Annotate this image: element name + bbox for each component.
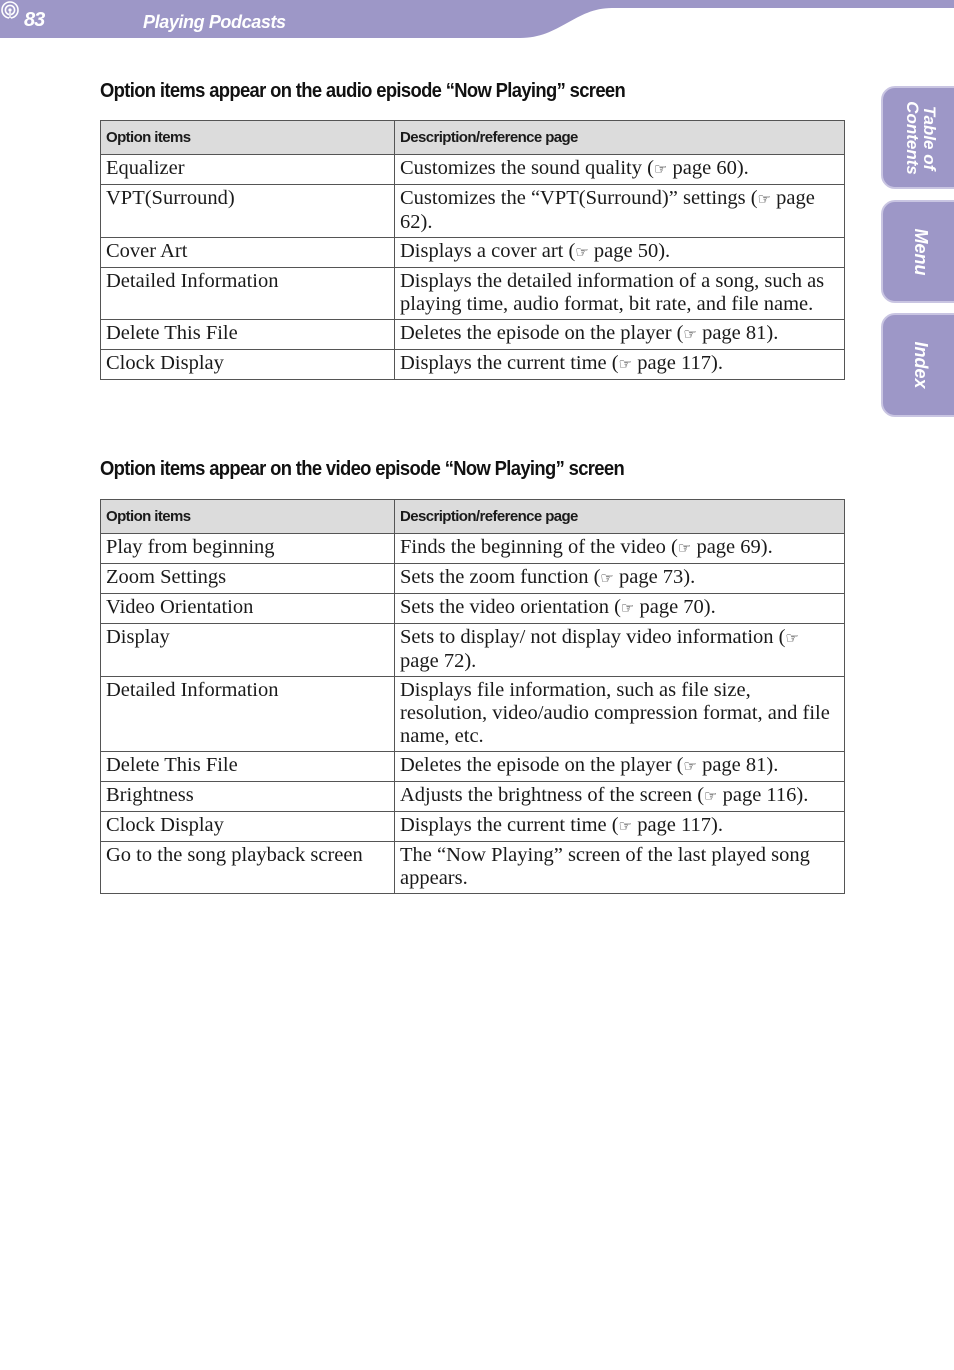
option-item-cell: Clock Display: [101, 350, 395, 380]
description-text: Displays the current time (: [400, 814, 619, 836]
page-reference-link[interactable]: page 81).: [696, 322, 779, 344]
option-item-cell: Delete This File: [101, 752, 395, 782]
pointing-hand-icon: ☞: [620, 599, 635, 617]
option-item-cell: Cover Art: [101, 238, 395, 268]
table-row: [101, 677, 845, 752]
description-cell: [395, 350, 845, 380]
column-header-option-items: Option items: [101, 500, 395, 534]
table-of-contents-tab-label: [904, 101, 938, 175]
table-row: [101, 624, 845, 677]
table-row: [101, 564, 845, 594]
option-item-cell: VPT(Surround): [101, 185, 395, 238]
table-row: [101, 350, 845, 380]
index-tab-label: Index: [911, 341, 931, 389]
option-item-cell: Delete This File: [101, 320, 395, 350]
description-text: Customizes the “VPT(Surround)” settings (: [400, 187, 758, 209]
description-cell: [395, 185, 845, 238]
table-of-contents-tab[interactable]: [881, 86, 954, 189]
audio-options-table: [100, 120, 845, 380]
description-text: Sets to display/ not display video information (: [400, 626, 786, 648]
page-reference-link[interactable]: page 69).: [691, 536, 773, 558]
option-item-cell: Display: [101, 624, 395, 677]
page-reference-link[interactable]: page 72).: [400, 650, 477, 672]
description-text: Adjusts the brightness of the screen (: [400, 784, 705, 806]
pointing-hand-icon: ☞: [757, 190, 772, 208]
description-cell: [395, 155, 845, 185]
page-number: 83: [24, 9, 45, 31]
table-header-row: [101, 500, 845, 534]
pointing-hand-icon: ☞: [600, 569, 614, 587]
table-row: [101, 534, 845, 564]
description-text: Deletes the episode on the player (: [400, 754, 684, 776]
option-item-cell: Equalizer: [101, 155, 395, 185]
pointing-hand-icon: ☞: [683, 325, 697, 343]
audio-options-heading: Option items appear on the audio episode “Now Playing” screen: [100, 80, 626, 102]
description-cell: [395, 782, 845, 812]
page-reference-link[interactable]: page 62).: [400, 187, 815, 233]
page-reference-link[interactable]: page 117).: [632, 814, 723, 836]
description-text: Displays the detailed information of a song, such as playing time, audio format, bit rate, and file name.: [400, 270, 825, 315]
pointing-hand-icon: ☞: [683, 757, 697, 775]
pointing-hand-icon: ☞: [704, 787, 718, 805]
video-options-table: [100, 499, 845, 894]
description-cell: [395, 594, 845, 624]
column-header-option-items: Option items: [101, 121, 395, 155]
pointing-hand-icon: ☞: [618, 817, 633, 835]
description-text: Displays the current time (: [400, 352, 619, 374]
column-header-description: Description/reference page: [395, 121, 845, 155]
menu-tab-label: Menu: [911, 228, 931, 275]
column-header-description: Description/reference page: [395, 500, 845, 534]
page-header: [0, 0, 954, 40]
table-header-row: [101, 121, 845, 155]
description-cell: [395, 812, 845, 842]
table-row: [101, 752, 845, 782]
page-reference-link[interactable]: page 73).: [613, 566, 696, 588]
page-reference-link[interactable]: page 60).: [667, 157, 749, 179]
description-cell: [395, 320, 845, 350]
menu-tab[interactable]: [881, 200, 954, 303]
description-text: Customizes the sound quality (: [400, 157, 654, 179]
description-cell: [395, 268, 845, 320]
podcast-icon: [0, 0, 20, 20]
description-cell: [395, 564, 845, 594]
option-item-cell: Brightness: [101, 782, 395, 812]
table-row: [101, 155, 845, 185]
option-item-cell: Video Orientation: [101, 594, 395, 624]
table-row: [101, 238, 845, 268]
toc-label-line1: Table of: [920, 105, 939, 170]
description-cell: [395, 752, 845, 782]
audio-table-body: [101, 155, 845, 380]
description-cell: [395, 238, 845, 268]
table-row: [101, 812, 845, 842]
description-text: Deletes the episode on the player (: [400, 322, 684, 344]
pointing-hand-icon: ☞: [785, 629, 799, 647]
page-reference-link[interactable]: page 117).: [632, 352, 723, 374]
option-item-cell: Detailed Information: [101, 677, 395, 752]
table-row: [101, 185, 845, 238]
option-item-cell: Zoom Settings: [101, 564, 395, 594]
description-cell: [395, 677, 845, 752]
toc-label-line2: Contents: [903, 100, 922, 175]
pointing-hand-icon: ☞: [677, 539, 692, 557]
description-text: Displays a cover art (: [400, 240, 576, 262]
description-cell: [395, 842, 845, 894]
description-text: Sets the video orientation (: [400, 596, 621, 618]
video-options-heading: Option items appear on the video episode “Now Playing” screen: [100, 458, 625, 480]
pointing-hand-icon: ☞: [653, 160, 668, 178]
description-text: Finds the beginning of the video (: [400, 536, 678, 558]
page-reference-link[interactable]: page 116).: [717, 784, 809, 806]
page-reference-link[interactable]: page 81).: [696, 754, 779, 776]
page-reference-link[interactable]: page 50).: [588, 240, 671, 262]
option-item-cell: Play from beginning: [101, 534, 395, 564]
description-text: Displays file information, such as file size, resolution, video/audio compression format, and file name, etc.: [400, 679, 830, 747]
table-row: [101, 594, 845, 624]
index-tab[interactable]: [881, 313, 954, 417]
pointing-hand-icon: ☞: [618, 355, 633, 373]
option-item-cell: Detailed Information: [101, 268, 395, 320]
section-title: Playing Podcasts: [143, 12, 286, 32]
description-cell: [395, 624, 845, 677]
table-row: [101, 320, 845, 350]
page-reference-link[interactable]: page 70).: [634, 596, 716, 618]
description-text: Sets the zoom function (: [400, 566, 601, 588]
description-cell: [395, 534, 845, 564]
table-row: [101, 782, 845, 812]
table-row: [101, 842, 845, 894]
video-table-body: [101, 534, 845, 894]
option-item-cell: Go to the song playback screen: [101, 842, 395, 894]
table-row: [101, 268, 845, 320]
description-text: The “Now Playing” screen of the last played song appears.: [400, 844, 810, 889]
pointing-hand-icon: ☞: [575, 243, 589, 261]
option-item-cell: Clock Display: [101, 812, 395, 842]
